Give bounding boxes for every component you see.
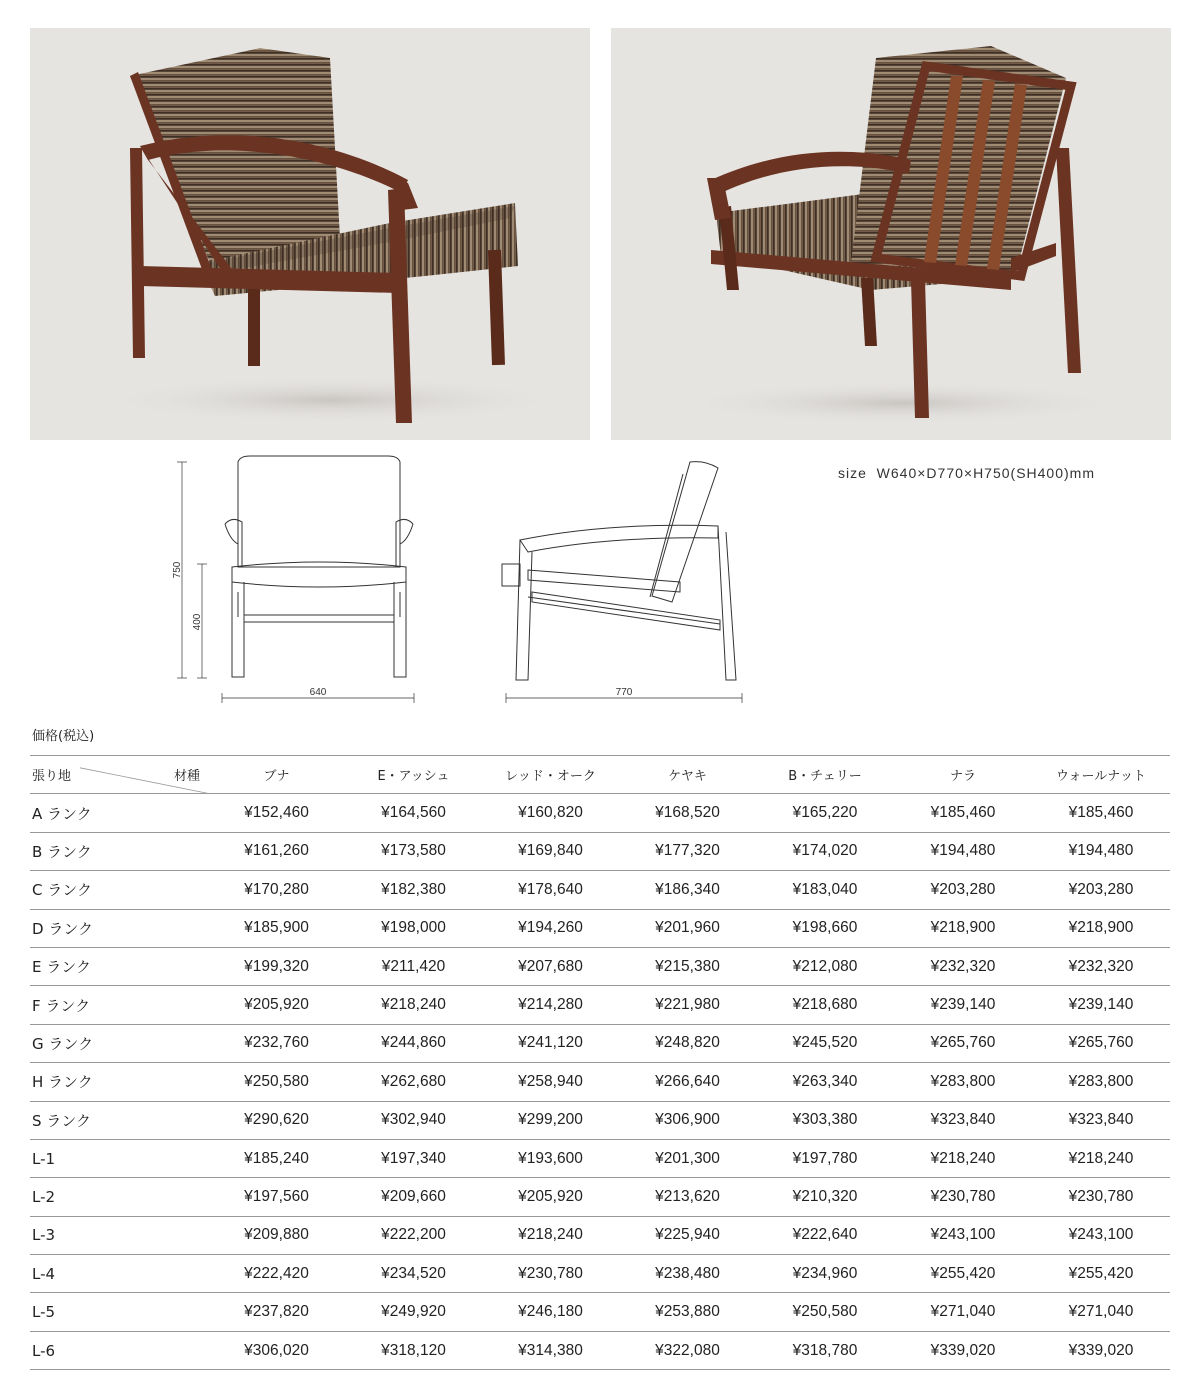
price-cell: ¥218,900 (894, 909, 1032, 947)
price-cell: ¥218,240 (894, 1139, 1032, 1177)
row-label: G ランク (30, 1024, 208, 1062)
table-row (30, 832, 1170, 870)
price-cell: ¥209,880 (208, 1216, 345, 1254)
price-cell: ¥241,120 (482, 1024, 619, 1062)
price-cell: ¥243,100 (894, 1216, 1032, 1254)
price-cell: ¥178,640 (482, 871, 619, 909)
price-cell: ¥253,880 (619, 1293, 756, 1331)
price-cell: ¥230,780 (482, 1255, 619, 1293)
price-cell: ¥323,840 (1032, 1101, 1170, 1139)
row-label: F ランク (30, 986, 208, 1024)
row-label: L-6 (30, 1331, 208, 1369)
price-cell: ¥170,280 (208, 871, 345, 909)
price-cell: ¥248,820 (619, 1024, 756, 1062)
chair-photo-front (30, 28, 590, 440)
price-cell: ¥161,260 (208, 832, 345, 870)
price-cell: ¥185,460 (894, 794, 1032, 832)
price-cell: ¥232,320 (894, 947, 1032, 985)
price-cell: ¥234,960 (756, 1255, 894, 1293)
price-cell: ¥185,460 (1032, 794, 1170, 832)
price-cell: ¥197,340 (345, 1139, 482, 1177)
price-cell: ¥238,480 (619, 1255, 756, 1293)
price-cell: ¥230,780 (894, 1178, 1032, 1216)
price-cell: ¥218,240 (345, 986, 482, 1024)
table-row (30, 794, 1170, 832)
table-row (30, 1293, 1170, 1331)
column-header: E・アッシュ (345, 756, 482, 794)
price-cell: ¥283,800 (894, 1063, 1032, 1101)
price-cell: ¥232,320 (1032, 947, 1170, 985)
table-row (30, 871, 1170, 909)
price-cell: ¥209,660 (345, 1178, 482, 1216)
corner-row-label: 張り地 (32, 769, 72, 784)
row-label: L-1 (30, 1139, 208, 1177)
corner-col-label: 材種 (173, 769, 200, 784)
price-cell: ¥271,040 (1032, 1293, 1170, 1331)
price-cell: ¥222,640 (756, 1216, 894, 1254)
table-row (30, 986, 1170, 1024)
price-cell: ¥183,040 (756, 871, 894, 909)
price-cell: ¥323,840 (894, 1101, 1032, 1139)
table-row (30, 1331, 1170, 1369)
price-cell: ¥263,340 (756, 1063, 894, 1101)
price-cell: ¥174,020 (756, 832, 894, 870)
price-cell: ¥306,020 (208, 1331, 345, 1369)
price-cell: ¥239,140 (894, 986, 1032, 1024)
size-spec: size W640×D770×H750(SH400)mm (838, 465, 1095, 481)
price-cell: ¥210,320 (756, 1178, 894, 1216)
column-header: ケヤキ (619, 756, 756, 794)
price-cell: ¥218,240 (482, 1216, 619, 1254)
price-cell: ¥322,080 (619, 1331, 756, 1369)
table-header-row (30, 756, 1170, 794)
price-cell: ¥199,320 (208, 947, 345, 985)
row-label: A ランク (30, 794, 208, 832)
table-row (30, 1024, 1170, 1062)
price-cell: ¥266,640 (619, 1063, 756, 1101)
price-cell: ¥194,480 (1032, 832, 1170, 870)
price-cell: ¥318,780 (756, 1331, 894, 1369)
price-cell: ¥255,420 (894, 1255, 1032, 1293)
price-cell: ¥152,460 (208, 794, 345, 832)
price-cell: ¥198,000 (345, 909, 482, 947)
table-row (30, 947, 1170, 985)
price-cell: ¥230,780 (1032, 1178, 1170, 1216)
price-cell: ¥239,140 (1032, 986, 1170, 1024)
price-table-body (30, 794, 1170, 1370)
price-cell: ¥222,200 (345, 1216, 482, 1254)
price-cell: ¥213,620 (619, 1178, 756, 1216)
price-cell: ¥339,020 (1032, 1331, 1170, 1369)
column-header: ナラ (894, 756, 1032, 794)
price-cell: ¥290,620 (208, 1101, 345, 1139)
price-cell: ¥314,380 (482, 1331, 619, 1369)
price-cell: ¥302,940 (345, 1101, 482, 1139)
row-label: L-5 (30, 1293, 208, 1331)
front-seat-height-label: 400 (192, 613, 203, 631)
price-cell: ¥258,940 (482, 1063, 619, 1101)
row-label: S ランク (30, 1101, 208, 1139)
price-cell: ¥201,960 (619, 909, 756, 947)
table-row (30, 1063, 1170, 1101)
column-header: レッド・オーク (482, 756, 619, 794)
price-cell: ¥185,900 (208, 909, 345, 947)
price-cell: ¥197,560 (208, 1178, 345, 1216)
price-cell: ¥222,420 (208, 1255, 345, 1293)
row-label: H ランク (30, 1063, 208, 1101)
price-cell: ¥255,420 (1032, 1255, 1170, 1293)
row-label: L-3 (30, 1216, 208, 1254)
price-cell: ¥185,240 (208, 1139, 345, 1177)
price-cell: ¥205,920 (482, 1178, 619, 1216)
price-cell: ¥250,580 (208, 1063, 345, 1101)
price-cell: ¥221,980 (619, 986, 756, 1024)
price-cell: ¥246,180 (482, 1293, 619, 1331)
side-view-drawing (480, 452, 770, 712)
price-cell: ¥164,560 (345, 794, 482, 832)
row-label: L-4 (30, 1255, 208, 1293)
price-cell: ¥218,240 (1032, 1139, 1170, 1177)
price-cell: ¥177,320 (619, 832, 756, 870)
price-cell: ¥232,760 (208, 1024, 345, 1062)
price-cell: ¥168,520 (619, 794, 756, 832)
price-cell: ¥318,120 (345, 1331, 482, 1369)
price-cell: ¥265,760 (1032, 1024, 1170, 1062)
chair-photo-back (611, 28, 1171, 440)
price-caption: 価格(税込) (32, 729, 95, 744)
price-cell: ¥193,600 (482, 1139, 619, 1177)
price-cell: ¥201,300 (619, 1139, 756, 1177)
table-row (30, 1216, 1170, 1254)
table-corner-cell (30, 756, 208, 794)
price-cell: ¥218,900 (1032, 909, 1170, 947)
price-cell: ¥283,800 (1032, 1063, 1170, 1101)
price-cell: ¥203,280 (1032, 871, 1170, 909)
price-cell: ¥218,680 (756, 986, 894, 1024)
side-depth-label: 770 (615, 687, 633, 698)
price-cell: ¥197,780 (756, 1139, 894, 1177)
column-header: ウォールナット (1032, 756, 1170, 794)
table-row (30, 1101, 1170, 1139)
price-cell: ¥211,420 (345, 947, 482, 985)
price-table (30, 755, 1170, 1370)
price-cell: ¥160,820 (482, 794, 619, 832)
price-cell: ¥306,900 (619, 1101, 756, 1139)
price-cell: ¥205,920 (208, 986, 345, 1024)
price-cell: ¥262,680 (345, 1063, 482, 1101)
price-cell: ¥173,580 (345, 832, 482, 870)
front-height-total-label: 750 (172, 561, 183, 579)
price-cell: ¥225,940 (619, 1216, 756, 1254)
price-cell: ¥249,920 (345, 1293, 482, 1331)
row-label: E ランク (30, 947, 208, 985)
price-cell: ¥194,260 (482, 909, 619, 947)
price-cell: ¥271,040 (894, 1293, 1032, 1331)
table-row (30, 1178, 1170, 1216)
price-cell: ¥250,580 (756, 1293, 894, 1331)
price-cell: ¥165,220 (756, 794, 894, 832)
price-cell: ¥186,340 (619, 871, 756, 909)
price-cell: ¥265,760 (894, 1024, 1032, 1062)
table-row (30, 1255, 1170, 1293)
table-row (30, 1139, 1170, 1177)
row-label: L-2 (30, 1178, 208, 1216)
price-cell: ¥215,380 (619, 947, 756, 985)
price-cell: ¥339,020 (894, 1331, 1032, 1369)
row-label: B ランク (30, 832, 208, 870)
row-label: D ランク (30, 909, 208, 947)
front-view-drawing (160, 452, 440, 712)
price-cell: ¥169,840 (482, 832, 619, 870)
price-cell: ¥245,520 (756, 1024, 894, 1062)
price-cell: ¥237,820 (208, 1293, 345, 1331)
column-header: ブナ (208, 756, 345, 794)
price-cell: ¥207,680 (482, 947, 619, 985)
price-cell: ¥212,080 (756, 947, 894, 985)
price-cell: ¥214,280 (482, 986, 619, 1024)
price-cell: ¥194,480 (894, 832, 1032, 870)
price-cell: ¥244,860 (345, 1024, 482, 1062)
price-cell: ¥182,380 (345, 871, 482, 909)
front-width-label: 640 (309, 687, 327, 698)
column-header: B・チェリー (756, 756, 894, 794)
price-cell: ¥243,100 (1032, 1216, 1170, 1254)
price-cell: ¥299,200 (482, 1101, 619, 1139)
price-cell: ¥198,660 (756, 909, 894, 947)
row-label: C ランク (30, 871, 208, 909)
price-cell: ¥203,280 (894, 871, 1032, 909)
price-cell: ¥303,380 (756, 1101, 894, 1139)
price-cell: ¥234,520 (345, 1255, 482, 1293)
table-row (30, 909, 1170, 947)
